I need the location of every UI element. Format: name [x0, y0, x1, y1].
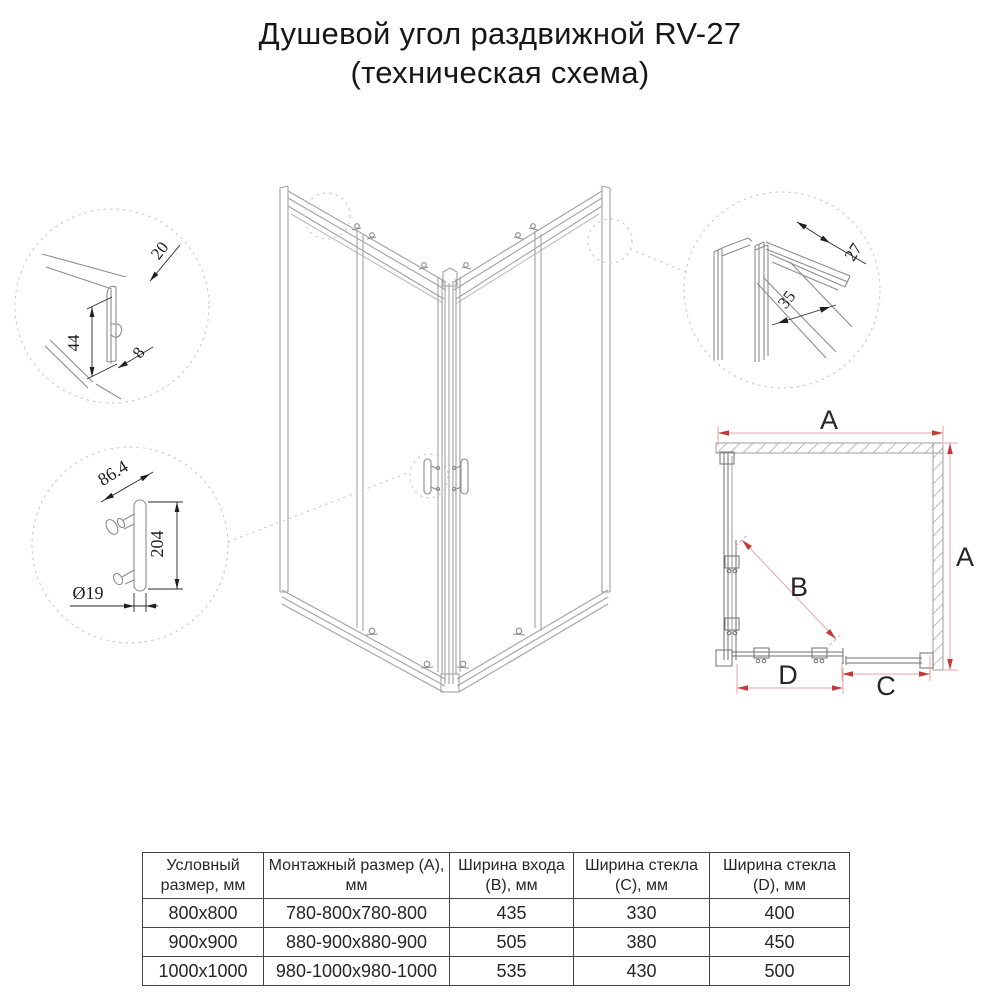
cell-glass-c: 430 — [574, 957, 710, 986]
page-title-line2: (техническая схема) — [350, 55, 650, 90]
cell-mounting: 880-900х880-900 — [264, 928, 450, 957]
detail-circle-handle — [32, 447, 228, 643]
cell-glass-d: 500 — [710, 957, 850, 986]
cell-nominal: 900х900 — [143, 928, 264, 957]
dim-204-label: 204 — [147, 530, 167, 558]
dim-35-label: 35 — [773, 287, 800, 313]
main-isometric-drawing — [228, 186, 686, 692]
size-table — [142, 852, 850, 986]
detail-circle-corner — [684, 192, 880, 388]
cell-entry: 505 — [450, 928, 574, 957]
cell-glass-d: 400 — [710, 899, 850, 928]
plan-label-c: C — [876, 671, 896, 701]
plan-label-a-top: A — [819, 405, 839, 435]
size-table-row-1000 — [143, 957, 850, 986]
cell-entry: 535 — [450, 957, 574, 986]
top-roller-hangers — [352, 224, 538, 269]
cell-mounting: 780-800х780-800 — [264, 899, 450, 928]
door-handles — [424, 459, 468, 494]
plan-view — [716, 405, 974, 701]
col-header-glass-c-width: Ширина стекла (С), мм — [574, 853, 710, 899]
col-header-nominal-size: Условный размер, мм — [143, 853, 264, 899]
page-title-line1: Душевой угол раздвижной RV-27 — [258, 16, 742, 51]
size-table-header-row — [143, 853, 850, 899]
dim-diameter-label: Ø19 — [72, 583, 104, 603]
plan-label-b: B — [789, 572, 809, 602]
cell-glass-c: 380 — [574, 928, 710, 957]
dim-44-label: 44 — [64, 334, 83, 352]
cell-nominal: 800х800 — [143, 899, 264, 928]
detail-circle-profile — [15, 209, 209, 403]
cell-mounting: 980-1000х980-1000 — [264, 957, 450, 986]
callout-marks — [228, 193, 686, 542]
size-table-row-900 — [143, 928, 850, 957]
cell-nominal: 1000х1000 — [143, 957, 264, 986]
col-header-glass-d-width: Ширина стекла (D), мм — [710, 853, 850, 899]
plan-label-d: D — [778, 660, 798, 690]
cell-entry: 435 — [450, 899, 574, 928]
col-header-mounting-size: Монтажный размер (А), мм — [264, 853, 450, 899]
plan-label-a-right: A — [956, 542, 975, 572]
cell-glass-c: 330 — [574, 899, 710, 928]
dim-27-label: 27 — [840, 239, 866, 265]
dim-8-label: 8 — [128, 343, 149, 362]
cell-glass-d: 450 — [710, 928, 850, 957]
size-table-row-800 — [143, 899, 850, 928]
col-header-entry-width: Ширина входа (В), мм — [450, 853, 574, 899]
dim-86-label: 86.4 — [94, 456, 132, 490]
dim-20-label: 20 — [146, 238, 173, 264]
